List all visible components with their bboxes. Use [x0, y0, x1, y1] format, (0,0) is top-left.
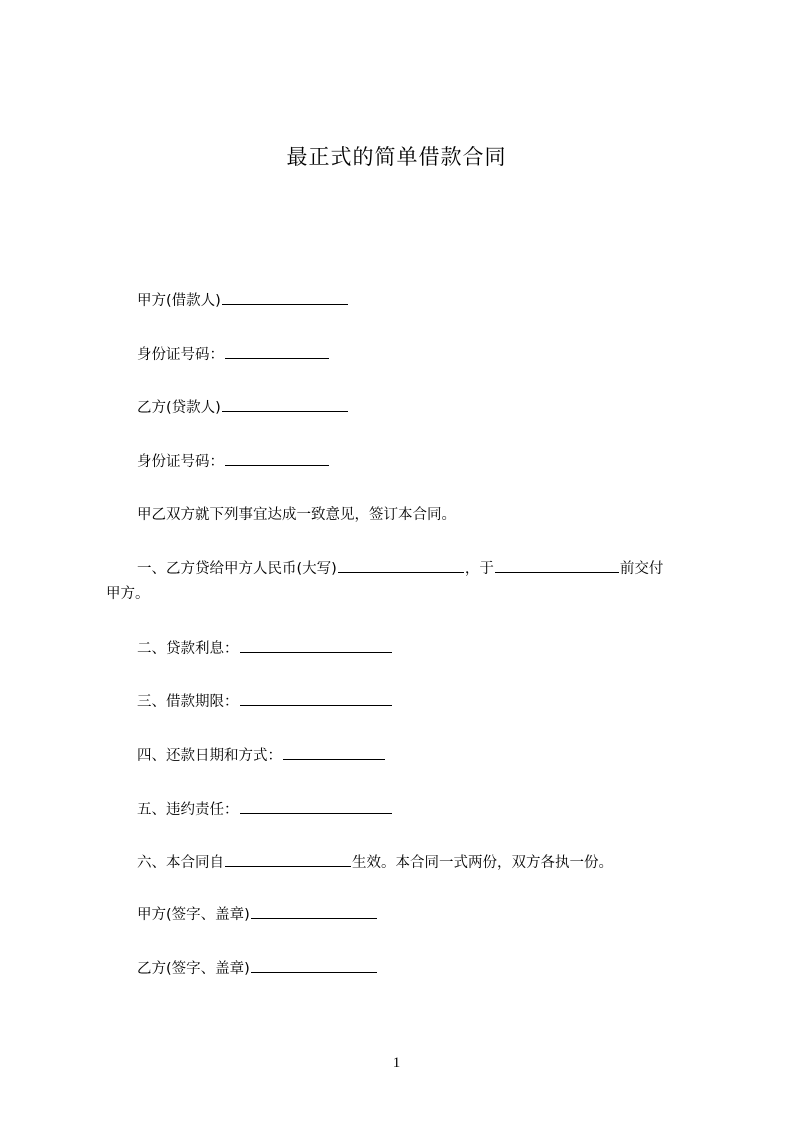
id-b-label: 身份证号码：	[137, 454, 224, 470]
clause2-blank	[240, 638, 392, 653]
sign-a-line	[137, 904, 378, 925]
sign-b-label: 乙方(签字、盖章)	[137, 961, 250, 977]
clause5-label: 五、违约责任：	[137, 802, 239, 818]
document-title: 最正式的简单借款合同	[286, 145, 507, 169]
clause5-blank	[240, 799, 392, 814]
clause5-line	[137, 799, 393, 820]
clause1-text-c: 前交付	[619, 561, 664, 577]
clause6-text-a: 六、本合同自	[137, 855, 224, 871]
clause3-label: 三、借款期限：	[137, 694, 239, 710]
clause6-line	[137, 852, 613, 873]
id-a-blank	[225, 344, 329, 359]
clause1-date-blank	[495, 558, 619, 573]
party-a-line	[137, 290, 349, 311]
clause1-wrap	[106, 584, 150, 604]
sign-a-label: 甲方(签字、盖章)	[137, 907, 250, 923]
clause4-blank	[283, 745, 385, 760]
clause6-date-blank	[225, 852, 351, 867]
clause3-line	[137, 691, 393, 712]
clause1-text-a: 一、乙方贷给甲方人民币(大写)	[137, 561, 337, 577]
clause4-label: 四、还款日期和方式：	[137, 748, 282, 764]
clause2-label: 二、贷款利息：	[137, 641, 239, 657]
clause1-text-b: ，于	[464, 561, 494, 577]
sign-b-blank	[251, 958, 377, 973]
clause1-line	[137, 558, 663, 579]
clause4-line	[137, 745, 386, 766]
party-b-line	[137, 397, 349, 418]
intro-line	[137, 505, 456, 525]
clause6-text-b: 生效。本合同一式两份，双方各执一份。	[352, 855, 613, 871]
id-b-line	[137, 451, 330, 472]
sign-b-line	[137, 958, 378, 979]
party-a-label: 甲方(借款人)	[137, 293, 221, 309]
sign-a-blank	[251, 904, 377, 919]
clause2-line	[137, 638, 393, 659]
id-b-blank	[225, 451, 329, 466]
party-b-label: 乙方(贷款人)	[137, 400, 221, 416]
id-a-label: 身份证号码：	[137, 347, 224, 363]
page-number: 1	[392, 1055, 401, 1071]
clause1-text-d: 甲方。	[106, 586, 150, 602]
intro-text: 甲乙双方就下列事宜达成一致意见，签订本合同。	[137, 507, 456, 523]
party-b-blank	[222, 397, 348, 412]
clause3-blank	[240, 691, 392, 706]
clause1-amount-blank	[338, 558, 464, 573]
party-a-blank	[222, 290, 348, 305]
id-a-line	[137, 344, 330, 365]
